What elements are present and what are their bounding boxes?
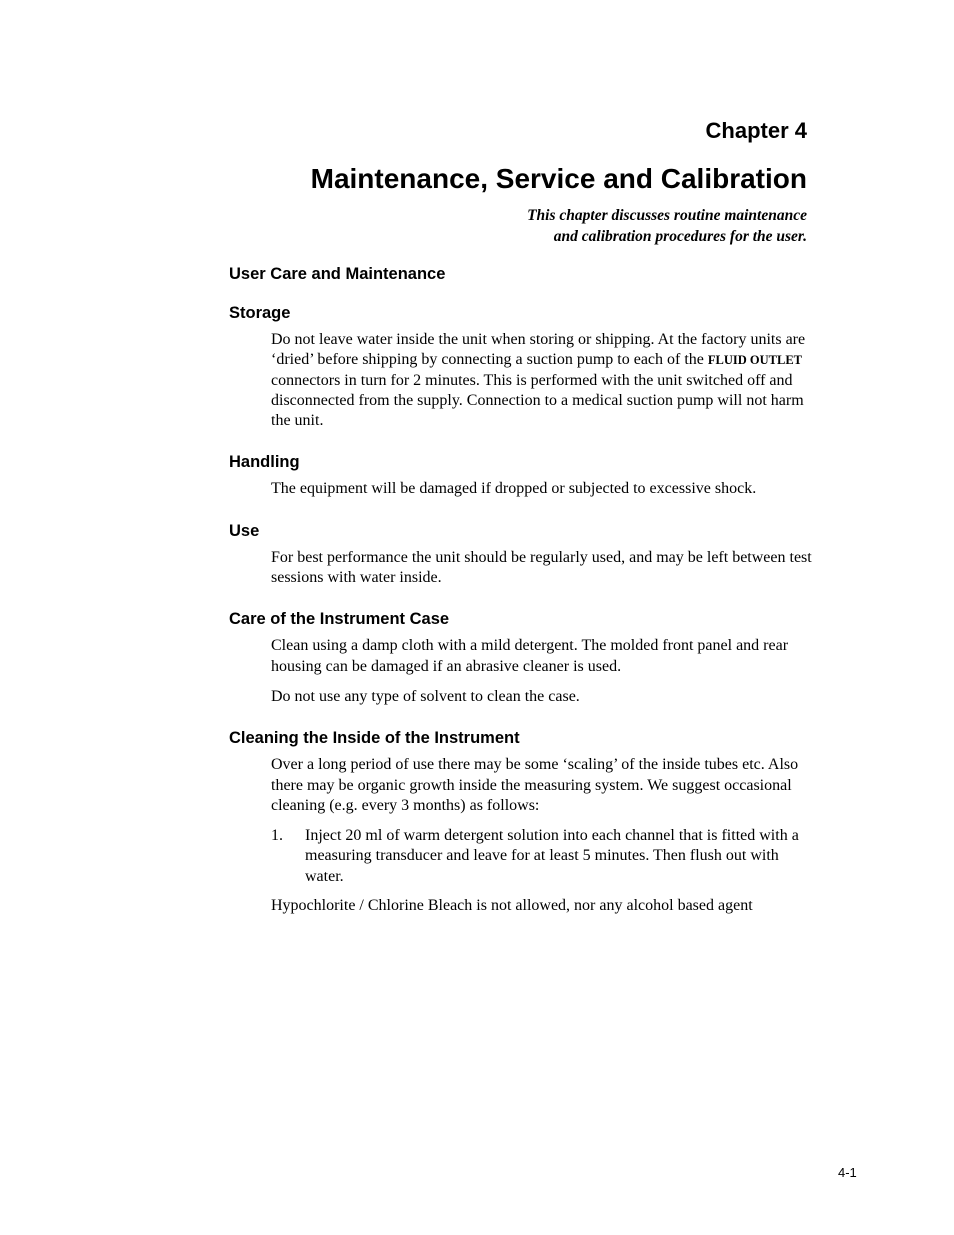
storage-heading: Storage <box>229 304 291 322</box>
chapter-title: Maintenance, Service and Calibration <box>310 163 807 194</box>
chapter-intro-line-1: This chapter discusses routine maintenance <box>527 207 807 224</box>
care-case-heading: Care of the Instrument Case <box>229 610 450 629</box>
list-item-number: 1. <box>271 827 283 845</box>
storage-text-before: Do not leave water inside the unit when storing or shipping. At the factory units are ‘dried’ before shipping by connecting a suction pump to each of the <box>271 331 806 369</box>
cleaning-note: Hypochlorite / Chlorine Bleach is not allowed, nor any alcohol based agent <box>271 897 753 915</box>
use-heading: Use <box>229 521 260 540</box>
storage-paragraph <box>271 330 819 431</box>
list-item-text: Inject 20 ml of warm detergent solution into each channel that is fitted with a measuring transducer and leave for at least 5 minutes. Then flush out with water. <box>305 827 799 885</box>
chapter-label: Chapter 4 <box>705 118 807 143</box>
chapter-intro-line-2: and calibration procedures for the user. <box>553 228 807 245</box>
handling-paragraph: The equipment will be damaged if dropped or subjected to excessive shock. <box>271 480 757 498</box>
use-section <box>229 520 819 589</box>
care-case-paragraph-1: Clean using a damp cloth with a mild detergent. The molded front panel and rear housing can be damaged if an abrasive cleaner is used. <box>271 637 789 675</box>
handling-heading: Handling <box>229 453 300 472</box>
care-case-paragraph-2: Do not use any type of solvent to clean the case. <box>271 687 580 705</box>
section-heading-user-care: User Care and Maintenance <box>229 265 446 283</box>
fluid-outlet-label: FLUID OUTLET <box>707 353 803 368</box>
cleaning-heading: Cleaning the Inside of the Instrument <box>229 729 520 748</box>
storage-section <box>229 302 819 431</box>
page-number: 4-1 <box>838 1165 857 1180</box>
cleaning-section <box>229 727 819 916</box>
main-content <box>229 263 819 936</box>
handling-section <box>229 451 819 499</box>
cleaning-paragraph: Over a long period of use there may be some ‘scaling’ of the inside tubes etc. Also there may be organic growth inside the measuring system. We suggest occasional cleaning (e.g. every 3 months) as follows: <box>271 756 799 814</box>
use-paragraph: For best performance the unit should be regularly used, and may be left between test sessions with water inside. <box>271 548 812 587</box>
care-case-section <box>229 608 819 707</box>
chapter-intro <box>527 205 807 247</box>
list-item <box>271 826 819 887</box>
storage-text-after: connectors in turn for 2 minutes. This is performed with the unit switched off and disconnected from the supply. Connection to a medical suction pump will not harm the unit. <box>271 371 804 430</box>
